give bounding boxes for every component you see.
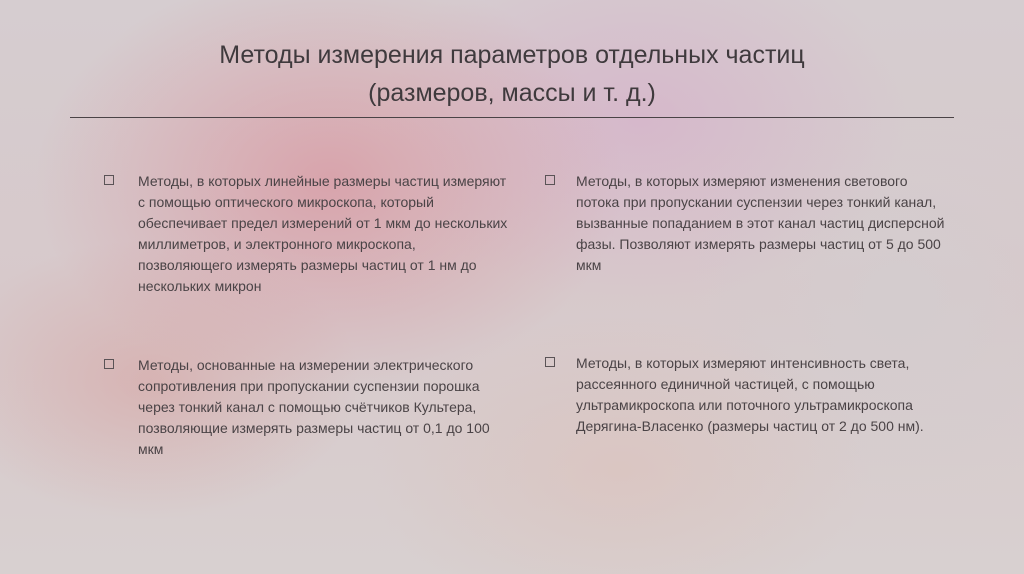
- bullet-text: Методы, в которых измеряют интенсивность света, рассеянного единичной частицей, с помощью ультрамикроскопа или поточного ультрамикроскопа Дерягина-Власенко (размеры частиц от 2 до 500 нм).: [576, 355, 924, 434]
- bullet-item-coulter-counter: [104, 355, 508, 460]
- bullet-text: Методы, основанные на измерении электрического сопротивления при пропускании суспензии порошка через тонкий канал с помощью счётчиков Культера, позволяющие измерять размеры частиц от 0,1 до 100 мкм: [138, 357, 490, 457]
- bullet-text: Методы, в которых измеряют изменения светового потока при пропускании суспензии через тонкий канал, вызванные попаданием в этот канал частиц дисперсной фазы. Позволяют измерять размеры частиц от 5 до 500 мкм: [576, 173, 945, 273]
- slide-title-line-1: Методы измерения параметров отдельных частиц: [219, 41, 805, 69]
- square-bullet-icon: [545, 175, 555, 185]
- bullet-text: Методы, в которых линейные размеры частиц измеряют с помощью оптического микроскопа, который обеспечивает предел измерений от 1 мкм до нескольких миллиметров, и электронного микроскопа, позволяющего измерять размеры частиц от 1 нм до нескольких микрон: [138, 173, 508, 294]
- bullet-item-light-scattering: [545, 353, 946, 437]
- bullet-item-light-flux: [545, 171, 946, 276]
- slide-title: [70, 36, 954, 112]
- square-bullet-icon: [104, 175, 114, 185]
- bullet-item-optical-electron-microscopy: [104, 171, 508, 297]
- square-bullet-icon: [104, 359, 114, 369]
- slide-title-line-2: (размеров, массы и т. д.): [368, 79, 656, 107]
- square-bullet-icon: [545, 357, 555, 367]
- title-divider: [70, 117, 954, 118]
